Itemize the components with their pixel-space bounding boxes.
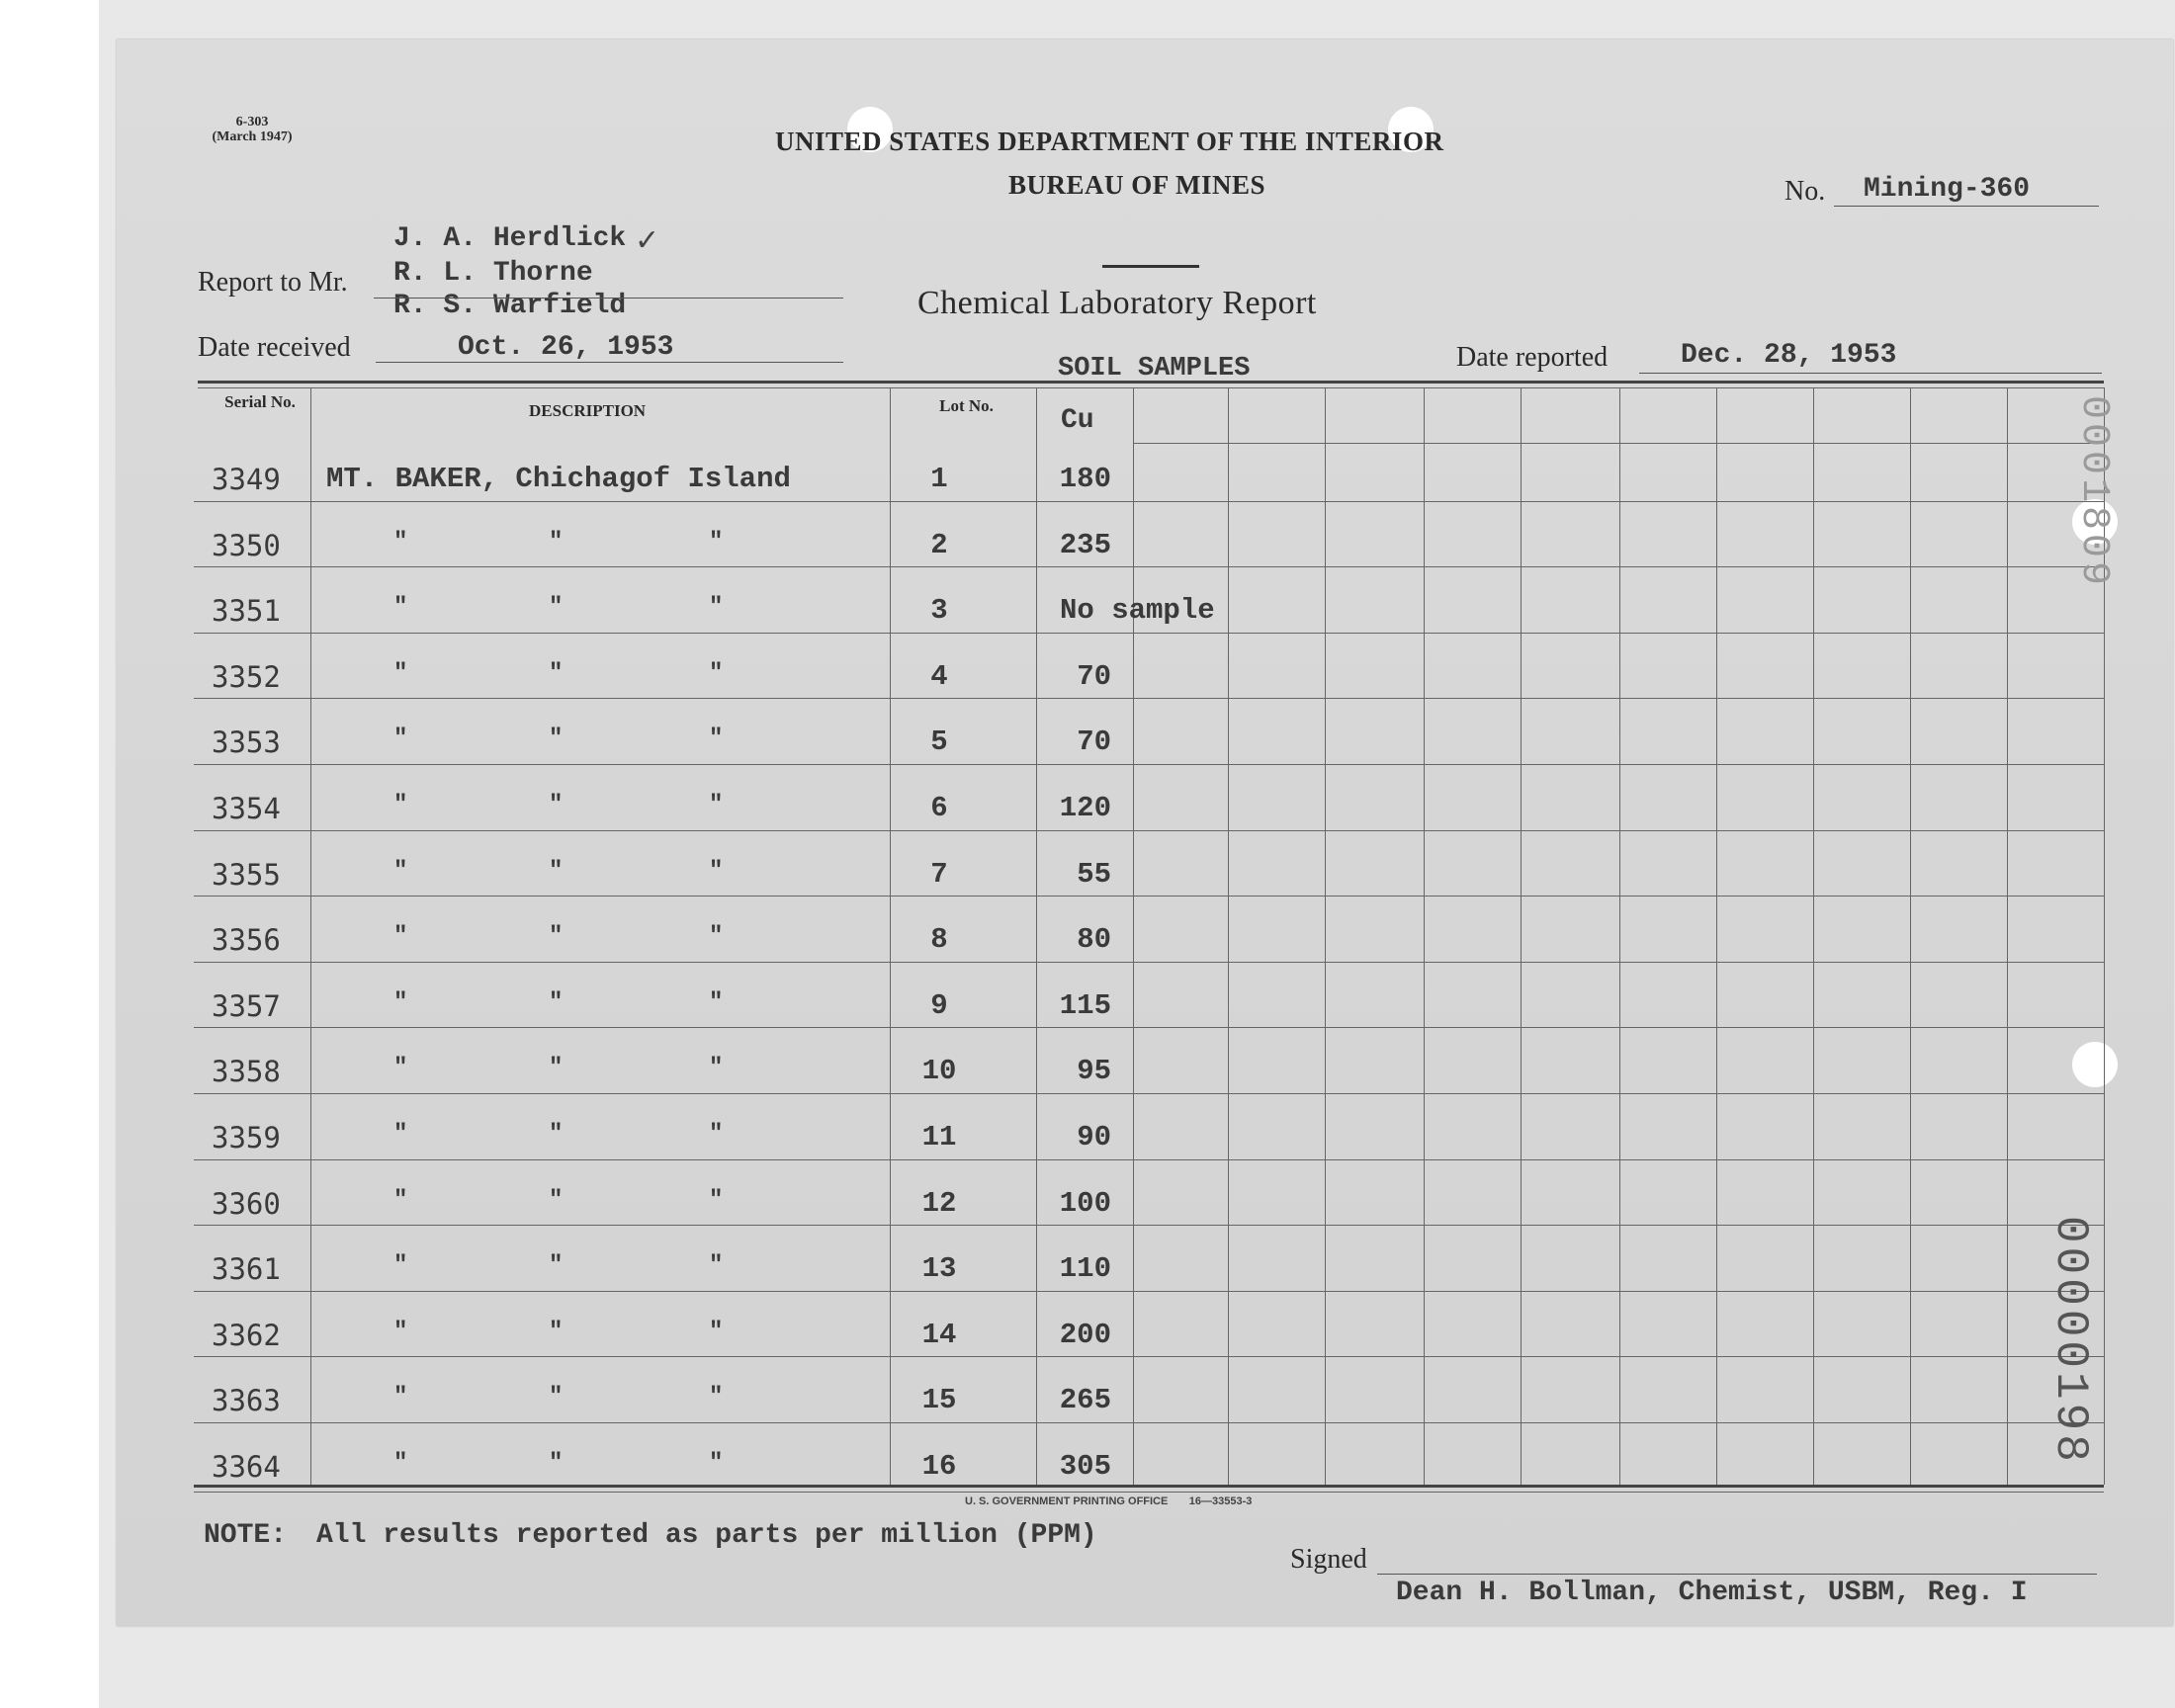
table-column-line [1619,387,1620,1485]
report-title: Chemical Laboratory Report [917,285,1317,321]
report-number-label: No. [1784,176,1826,207]
table-top-rule-2 [198,387,2104,388]
description-cell: " [549,1252,564,1280]
report-to-label: Report to Mr. [198,267,348,298]
margin-stamp-lower: 00000198 [2044,1216,2096,1466]
cu-cell: 100 [1059,1186,1111,1220]
cu-cell: 55 [1077,857,1111,891]
lot-cell: 2 [930,528,948,561]
report-to-line [374,298,843,299]
lot-cell: 3 [930,594,948,628]
cu-cell: 120 [1059,792,1111,824]
table-column-line [1813,387,1814,1485]
date-reported-label: Date reported [1456,342,1609,373]
serial-cell: 3361 [212,1252,281,1287]
description-cell: " [393,792,408,818]
description-cell: " [549,726,564,753]
department-title: UNITED STATES DEPARTMENT OF THE INTERIOR [775,127,1444,156]
lot-cell: 5 [930,726,948,759]
margin-stamp-upper: 0001809 [2071,395,2116,590]
description-cell: " [709,1318,724,1345]
description-cell: " [549,1186,564,1214]
bureau-title: BUREAU OF MINES [1008,170,1266,200]
serial-cell: 3357 [212,988,281,1023]
description-cell: " [393,1121,408,1148]
table-row-rule [194,1356,2104,1357]
cu-cell: 180 [1059,463,1111,495]
title-rule [1102,265,1199,268]
cu-cell: 95 [1077,1055,1111,1088]
description-cell: " [393,528,408,555]
cu-cell: 80 [1077,923,1111,957]
serial-cell: 3362 [212,1318,281,1352]
description-cell: " [549,528,564,555]
description-cell: " [709,1055,724,1082]
description-cell: " [393,1384,408,1411]
date-reported-line [1639,373,2102,374]
description-cell: " [709,857,724,885]
description-cell: " [549,1318,564,1345]
report-number-line [1834,206,2099,207]
description-cell: " [549,857,564,885]
serial-cell: 3354 [212,792,281,825]
description-cell: " [393,1055,408,1082]
lot-header: Lot No. [939,396,994,415]
table-column-line [310,387,311,1485]
table-column-line [1910,387,1911,1485]
cu-cell: 115 [1059,988,1111,1022]
serial-cell: 3349 [212,463,281,496]
description-cell: " [549,988,564,1016]
punch-hole [2072,1042,2118,1087]
table-column-line [1325,387,1326,1485]
report-to-name-2: R. L. Thorne [393,258,593,289]
description-cell: " [709,726,724,753]
table-column-line [1036,387,1037,1485]
cu-cell: 70 [1077,659,1111,693]
date-reported-value: Dec. 28, 1953 [1681,340,1897,371]
table-row-rule [194,1291,2104,1292]
description-cell: " [393,1186,408,1214]
serial-cell: 3359 [212,1121,281,1154]
description-cell: " [709,1186,724,1214]
table-row-rule [194,1027,2104,1028]
serial-cell: 3352 [212,659,281,694]
cu-cell: 200 [1059,1318,1111,1351]
table-row-rule [194,962,2104,963]
description-cell: " [393,594,408,622]
table-bottom-rule-2 [194,1492,2104,1493]
table-row-rule [194,1422,2104,1423]
table-row-rule [194,1225,2104,1226]
serial-cell: 3363 [212,1384,281,1418]
cu-cell: No sample [1060,594,1215,628]
cu-cell: 265 [1059,1384,1111,1417]
serial-cell: 3364 [212,1450,281,1484]
serial-cell: 3353 [212,726,281,760]
description-cell: " [709,923,724,951]
description-cell: " [393,659,408,687]
table-row-rule [194,501,2104,502]
description-cell: " [549,792,564,818]
description-cell: " [709,1121,724,1148]
table-caption: SOIL SAMPLES [1058,354,1251,384]
report-to-name-3: R. S. Warfield [393,291,627,321]
description-cell: " [709,988,724,1016]
cu-cell: 90 [1077,1121,1111,1153]
check-mark-icon: ✓ [635,224,660,257]
lot-cell: 1 [930,463,948,495]
description-cell: " [549,1450,564,1477]
description-cell: " [549,1055,564,1082]
table-row-rule [194,896,2104,897]
serial-cell: 3358 [212,1055,281,1089]
signature-line [1377,1574,2097,1575]
table-column-line [1133,387,1134,1485]
lot-cell: 4 [930,659,948,693]
table-row-rule [194,566,2104,567]
cu-header: Cu [1061,405,1094,436]
note-label: NOTE: [204,1520,288,1551]
table-column-line [2007,387,2008,1485]
table-row-rule [194,633,2104,634]
lot-cell: 13 [921,1252,957,1286]
serial-cell: 3350 [212,528,281,562]
description-cell: " [549,594,564,622]
table-column-line [890,387,891,1485]
printing-office: U. S. GOVERNMENT PRINTING OFFICE 16—33553-3 [965,1495,1253,1507]
serial-cell: 3356 [212,923,281,958]
date-received-value: Oct. 26, 1953 [458,332,674,363]
signature-name: Dean H. Bollman, Chemist, USBM, Reg. I [1396,1578,2028,1608]
description-cell: " [549,659,564,687]
lot-cell: 14 [921,1318,957,1351]
header-rule [1133,443,2104,444]
date-received-label: Date received [198,332,351,363]
description-cell: " [393,923,408,951]
description-cell: " [709,1384,724,1411]
report-number-value: Mining-360 [1864,174,2031,205]
description-cell: " [549,1121,564,1148]
table-column-line [1521,387,1522,1485]
description-cell: " [393,1450,408,1477]
lot-cell: 10 [921,1055,957,1088]
description-cell: " [709,659,724,687]
cu-cell: 70 [1077,726,1111,759]
description-cell: " [709,528,724,555]
table-row-rule [194,1093,2104,1094]
lot-cell: 11 [921,1121,957,1153]
cu-cell: 235 [1059,528,1111,561]
serial-header: Serial No. [224,392,296,411]
table-row-rule [194,764,2104,765]
description-cell: " [709,594,724,622]
table-row-rule [194,830,2104,831]
description-cell: " [549,923,564,951]
report-to-name-1: J. A. Herdlick [393,223,627,254]
description-header: DESCRIPTION [529,401,647,420]
table-column-line [1228,387,1229,1485]
description-cell: " [393,726,408,753]
lot-cell: 9 [930,988,948,1022]
serial-cell: 3355 [212,857,281,892]
date-received-line [376,362,843,363]
description-cell: " [393,988,408,1016]
description-cell: " [393,1318,408,1345]
serial-cell: 3360 [212,1186,281,1221]
table-column-line [1716,387,1717,1485]
description-cell: " [709,1252,724,1280]
lot-cell: 15 [921,1384,957,1417]
serial-cell: 3351 [212,594,281,629]
description-cell: " [709,1450,724,1477]
description-cell: " [709,792,724,818]
description-cell: MT. BAKER, Chichagof Island [326,463,791,495]
cu-cell: 305 [1059,1450,1111,1483]
table-row-rule [194,698,2104,699]
lot-cell: 16 [921,1450,957,1483]
table-row-rule [194,1159,2104,1160]
lot-cell: 12 [921,1186,957,1220]
lot-cell: 8 [930,923,948,957]
description-cell: " [393,1252,408,1280]
description-cell: " [549,1384,564,1411]
signed-label: Signed [1290,1544,1367,1575]
table-column-line [1424,387,1425,1485]
lot-cell: 6 [930,792,948,824]
lot-cell: 7 [930,857,948,891]
table-bottom-rule [194,1485,2104,1488]
description-cell: " [393,857,408,885]
note-text: All results reported as parts per million (PPM) [316,1520,1097,1551]
cu-cell: 110 [1059,1252,1111,1286]
table-top-rule [198,381,2104,384]
form-number: 6-303 (March 1947) [212,115,293,144]
